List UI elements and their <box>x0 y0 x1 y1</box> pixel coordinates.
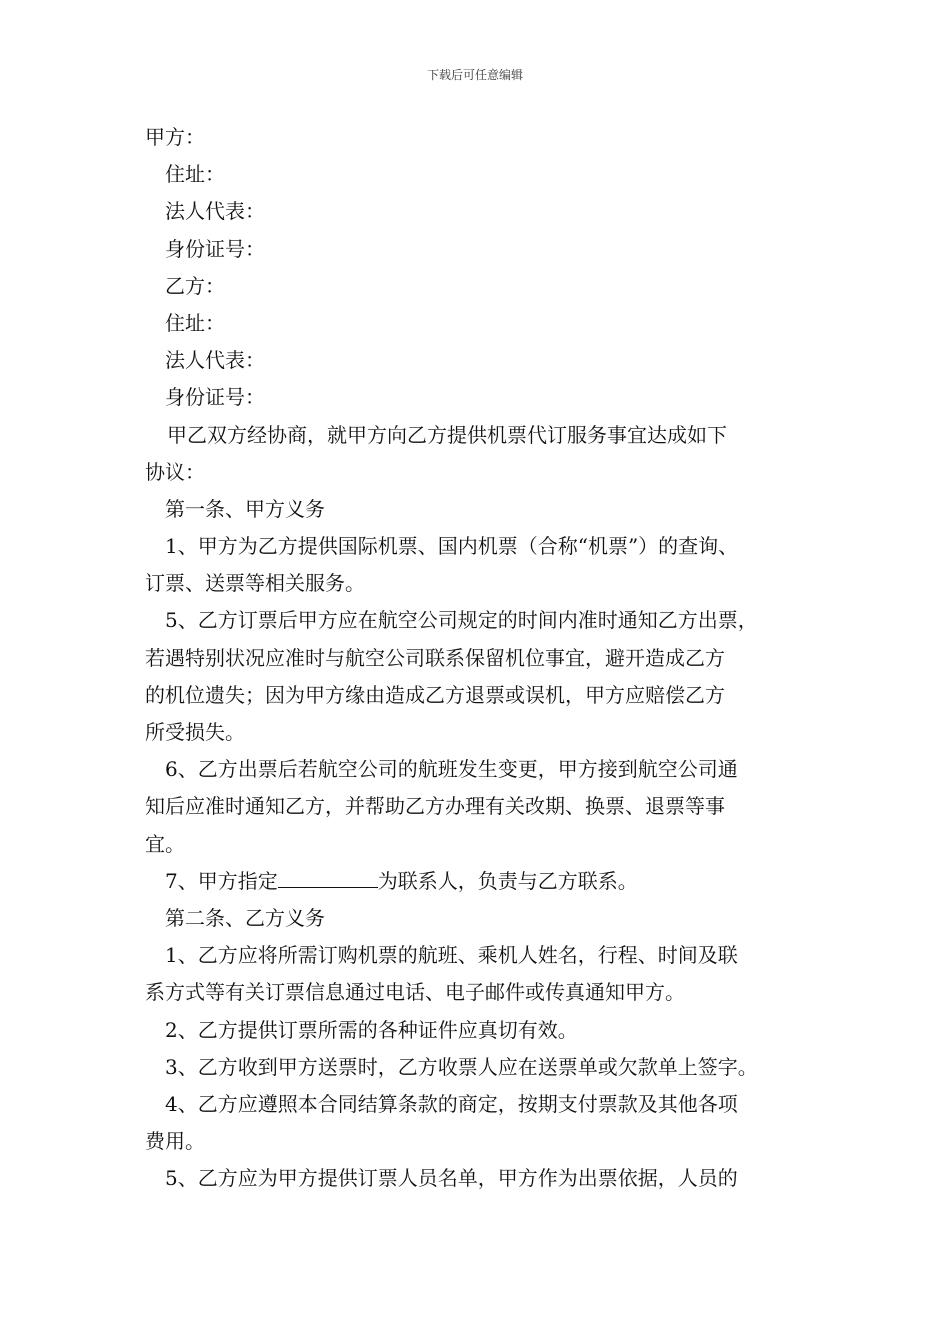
clause-line: 系方式等有关订票信息通过电话、电子邮件或传真通知甲方。 <box>145 980 685 1005</box>
contact-blank-field <box>278 865 378 888</box>
party-a-id-number: 身份证号： <box>165 236 265 261</box>
clause-line: 5、乙方订票后甲方应在航空公司规定的时间内准时通知乙方出票， <box>165 608 758 633</box>
preamble-line: 甲乙双方经协商，就甲方向乙方提供机票代订服务事宜达成如下 <box>167 422 727 447</box>
clause-line: 宜。 <box>145 831 185 856</box>
clause-line: 所受损失。 <box>145 720 245 744</box>
clause-line: 1、乙方应将所需订购机票的航班、乘机人姓名，行程、时间及联 <box>165 943 738 968</box>
clause-line: 若遇特别状况应准时与航空公司联系保留机位事宜，避开造成乙方 <box>145 645 725 670</box>
party-b-address: 住址： <box>165 310 225 335</box>
page-header: 下载后可任意编辑 <box>426 68 523 82</box>
clause-line: 的机位遗失；因为甲方缘由造成乙方退票或误机，甲方应赔偿乙方 <box>145 682 725 707</box>
clause-line: 订票、送票等相关服务。 <box>145 571 365 596</box>
party-a-legal-rep: 法人代表： <box>165 199 265 224</box>
clause-line: 1、甲方为乙方提供国际机票、国内机票（合称“机票”）的查询、 <box>165 534 739 559</box>
clause-line: 2、乙方提供订票所需的各种证件应真切有效。 <box>165 1017 578 1042</box>
party-b-legal-rep: 法人代表： <box>165 348 265 373</box>
clause-line: 3、乙方收到甲方送票时，乙方收票人应在送票单或欠款单上签字。 <box>165 1054 758 1079</box>
clause-text: 7、甲方指定 <box>165 868 278 893</box>
party-a-address: 住址： <box>165 162 225 187</box>
party-b-label: 乙方： <box>165 273 225 298</box>
clause-line: 知后应准时通知乙方，并帮助乙方办理有关改期、换票、退票等事 <box>145 794 725 819</box>
contract-body <box>145 119 810 1197</box>
clause-text: 为联系人，负责与乙方联系。 <box>377 868 638 893</box>
article-heading: 第一条、甲方义务 <box>165 496 325 521</box>
clause-line: 4、乙方应遵照本合同结算条款的商定，按期支付票款及其他各项 <box>165 1091 738 1116</box>
clause-line: 6、乙方出票后若航空公司的航班发生变更，甲方接到航空公司通 <box>165 757 738 782</box>
party-b-id-number: 身份证号： <box>165 385 265 410</box>
clause-line: 费用。 <box>145 1129 205 1154</box>
clause-line: 5、乙方应为甲方提供订票人员名单，甲方作为出票依据，人员的 <box>165 1166 738 1191</box>
preamble-line: 协议： <box>145 459 205 484</box>
party-a-label: 甲方： <box>145 125 205 149</box>
clause-line-contact <box>145 863 810 900</box>
article-heading: 第二条、乙方义务 <box>165 905 325 930</box>
